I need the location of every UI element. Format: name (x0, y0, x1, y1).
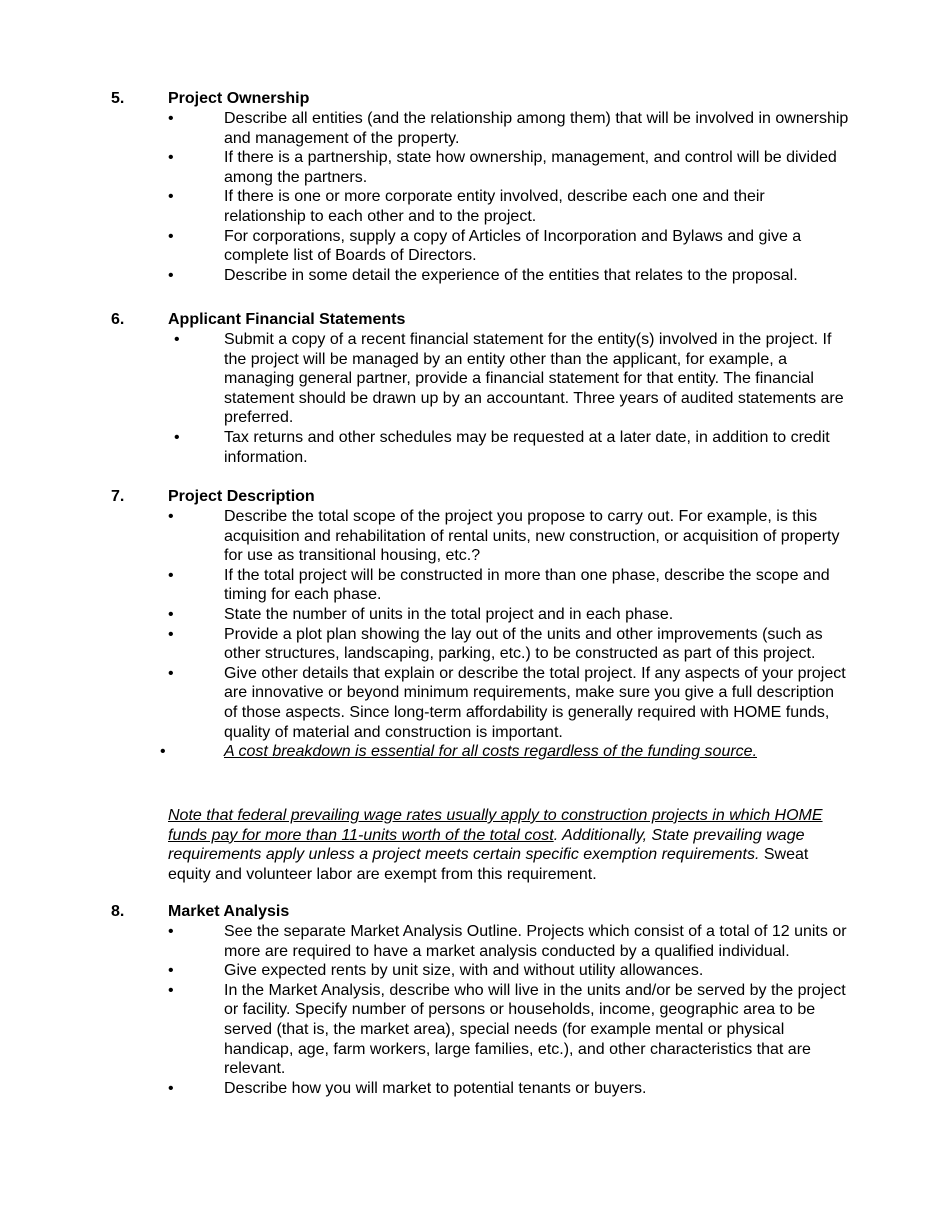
list-item (0, 922, 950, 961)
section-title: Project Description (168, 488, 315, 505)
bullet-icon: • (168, 188, 174, 206)
prevailing-wage-note (168, 806, 828, 884)
list-item (0, 330, 950, 428)
bullet-icon: • (168, 962, 174, 980)
list-item (0, 961, 950, 981)
section-project-description (0, 487, 950, 762)
section-market-analysis (0, 902, 950, 1098)
list-item-text: Submit a copy of a recent financial statement for the entity(s) involved in the project. If the project will be managed by an entity other than the applicant, for example, a managing general partner, provide a financial statement for that entity. The financial statement should be drawn up by an accountant. Three years of audited statements are preferred. (224, 331, 844, 427)
bullet-icon: • (168, 227, 174, 245)
bullet-icon: • (168, 149, 174, 167)
list-item-text: Give other details that explain or describe the total project. If any aspects of your project are innovative or beyond minimum requirements, make sure you give a full description of those aspects. Since long-term affordability is generally required with HOME funds, quality of material and construction is important. (224, 664, 846, 741)
bullet-icon: • (168, 605, 174, 623)
bullet-list (0, 109, 950, 285)
note-italic-text: . Additionally, State prevailing wage requirements apply unless a project meets certain specific exemption requirements. (168, 826, 805, 864)
list-item (0, 566, 950, 605)
list-item (0, 109, 950, 148)
list-item-text: In the Market Analysis, describe who will live in the units and/or be served by the project or facility. Specify number of persons or households, income, geographic area to be served (that is, the market area), special needs (for example mental or physical handicap, age, farm workers, large families, etc.), and other characteristics that are relevant. (224, 981, 846, 1078)
bullet-icon: • (174, 331, 180, 348)
section-number: 5. (111, 90, 125, 107)
list-item-emphasis (0, 742, 950, 762)
list-item (0, 227, 950, 266)
list-item (0, 1079, 950, 1099)
section-project-ownership (0, 89, 950, 285)
list-item-text: Tax returns and other schedules may be requested at a later date, in addition to credit information. (224, 428, 830, 466)
section-number: 8. (111, 903, 125, 920)
section-heading (0, 487, 950, 507)
bullet-icon: • (168, 664, 174, 682)
section-heading (0, 89, 950, 109)
list-item-text: If there is a partnership, state how ownership, management, and control will be divided among the partners. (224, 149, 837, 186)
list-item-text: Describe the total scope of the project you propose to carry out. For example, is this acquisition and rehabilitation of rental units, new construction, or acquisition of property for use as transitional housing, etc.? (224, 508, 840, 565)
bullet-list (0, 507, 950, 762)
list-item (0, 625, 950, 664)
list-item (0, 266, 950, 286)
list-item (0, 605, 950, 625)
section-title: Market Analysis (168, 903, 290, 920)
list-item-text: Give expected rents by unit size, with and without utility allowances. (224, 962, 704, 980)
note-underlined-text: Note that federal prevailing wage rates usually apply to construction projects in which HOME funds pay for more than 11-units worth of the total cost (168, 807, 823, 844)
list-item-text: Describe how you will market to potential tenants or buyers. (224, 1079, 647, 1097)
cost-breakdown-emphasis: A cost breakdown is essential for all costs regardless of the funding source. (224, 743, 758, 761)
bullet-icon: • (174, 428, 180, 446)
bullet-icon: • (168, 625, 174, 643)
list-item (0, 148, 950, 187)
list-item (0, 664, 950, 742)
section-heading (0, 902, 950, 922)
bullet-icon: • (168, 266, 174, 284)
bullet-icon: • (168, 1079, 174, 1097)
bullet-icon: • (168, 981, 174, 999)
list-item (0, 507, 950, 566)
bullet-list (0, 922, 950, 1098)
section-title: Applicant Financial Statements (168, 311, 406, 328)
bullet-icon: • (168, 110, 174, 127)
list-item (0, 428, 950, 467)
list-item-text: If there is one or more corporate entity involved, describe each one and their relationship to each other and to the project. (224, 188, 765, 225)
section-number: 7. (111, 488, 125, 505)
list-item-text: If the total project will be constructed in more than one phase, describe the scope and timing for each phase. (224, 566, 830, 604)
section-applicant-financial-statements (0, 310, 950, 467)
bullet-icon: • (168, 508, 174, 525)
list-item-text: See the separate Market Analysis Outline. Projects which consist of a total of 12 units or more are required to have a market analysis conducted by a qualified individual. (224, 923, 847, 960)
list-item-text: For corporations, supply a copy of Articles of Incorporation and Bylaws and give a complete list of Boards of Directors. (224, 227, 802, 265)
list-item-text: Describe all entities (and the relationship among them) that will be involved in ownership and management of the property. (224, 110, 849, 147)
list-item (0, 981, 950, 1079)
bullet-icon: • (168, 566, 174, 584)
bullet-icon: • (160, 743, 166, 761)
list-item (0, 187, 950, 226)
list-item-text: Describe in some detail the experience of the entities that relates to the proposal. (224, 266, 798, 284)
section-title: Project Ownership (168, 90, 310, 107)
section-heading (0, 310, 950, 330)
note-plain-text: Sweat equity and volunteer labor are exempt from this requirement. (168, 846, 809, 883)
bullet-icon: • (168, 923, 174, 940)
bullet-list (0, 330, 950, 467)
list-item-text: State the number of units in the total project and in each phase. (224, 605, 674, 623)
list-item-text: Provide a plot plan showing the lay out of the units and other improvements (such as other structures, landscaping, parking, etc.) to be constructed as part of this project. (224, 625, 823, 663)
section-number: 6. (111, 311, 125, 328)
